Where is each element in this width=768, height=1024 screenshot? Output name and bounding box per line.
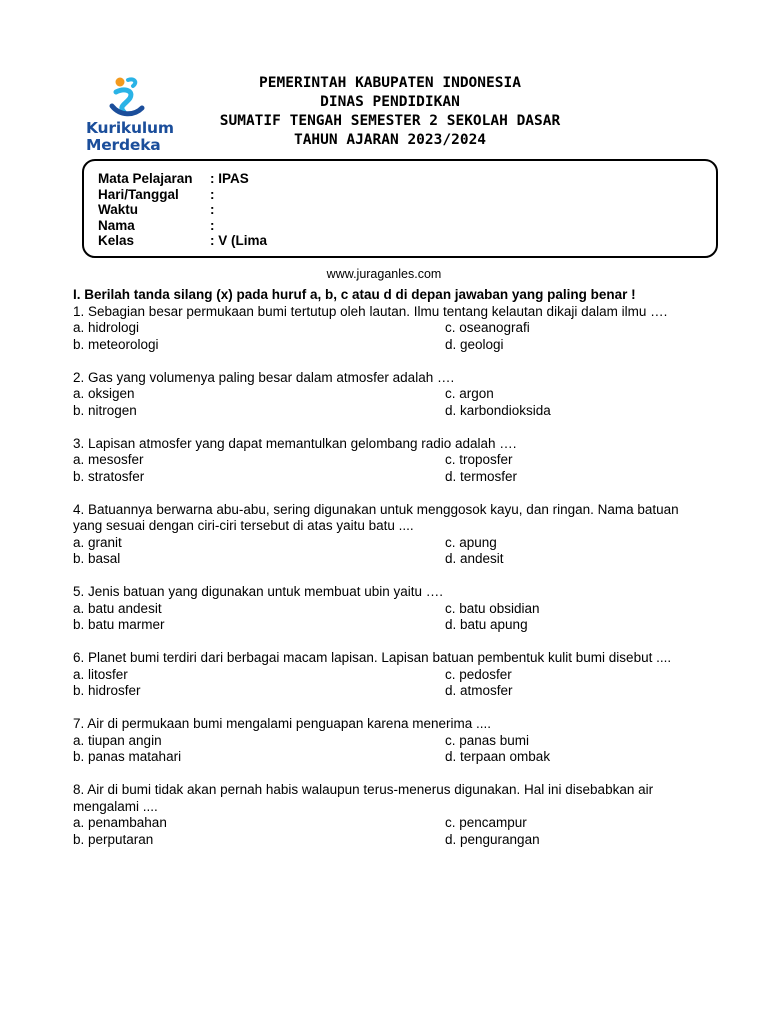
- option-d[interactable]: d. atmosfer: [445, 683, 513, 698]
- option-a[interactable]: a. tiupan angin: [73, 732, 162, 748]
- option-a[interactable]: a. mesosfer: [73, 452, 144, 467]
- header-line-4: TAHUN AJARAN 2023/2024: [293, 132, 487, 148]
- student-info-box: [82, 159, 718, 258]
- option-a[interactable]: a. hidrologi: [73, 320, 140, 335]
- option-b[interactable]: b. perputaran: [73, 831, 154, 847]
- option-c[interactable]: c. troposfer: [445, 452, 513, 467]
- logo-line-2: Merdeka: [86, 136, 161, 154]
- option-b[interactable]: b. nitrogen: [73, 402, 137, 418]
- question-text: 7. Air di permukaan bumi mengalami penguapan karena menerima ....: [73, 716, 491, 731]
- info-label: Nama: [98, 217, 135, 233]
- option-c[interactable]: c. pedosfer: [445, 666, 512, 682]
- info-value: : V (Lima: [210, 233, 268, 248]
- option-d[interactable]: d. pengurangan: [445, 831, 540, 847]
- option-b[interactable]: b. panas matahari: [73, 749, 182, 764]
- header-line-3: SUMATIF TENGAH SEMESTER 2 SEKOLAH DASAR: [219, 113, 561, 129]
- question-text: 3. Lapisan atmosfer yang dapat memantulkan gelombang radio adalah ….: [73, 435, 517, 451]
- option-d[interactable]: d. batu apung: [445, 617, 528, 632]
- answer-options: [73, 815, 693, 848]
- logo-figure-icon: [108, 76, 154, 120]
- info-value: :: [210, 217, 215, 233]
- question-item: [73, 370, 693, 420]
- answer-options: [73, 667, 693, 700]
- header-line-1: PEMERINTAH KABUPATEN INDONESIA: [259, 75, 521, 91]
- option-b[interactable]: b. meteorologi: [73, 336, 159, 352]
- option-d[interactable]: d. geologi: [445, 336, 504, 352]
- option-c[interactable]: c. apung: [445, 534, 497, 550]
- option-c[interactable]: c. batu obsidian: [445, 600, 540, 616]
- logo-line-1: Kurikulum: [86, 119, 174, 137]
- question-item: [73, 650, 693, 700]
- question-item: [73, 502, 693, 568]
- option-a[interactable]: a. granit: [73, 534, 122, 550]
- kurikulum-merdeka-logo: [86, 76, 176, 156]
- answer-options: [73, 733, 693, 766]
- option-c[interactable]: c. panas bumi: [445, 732, 530, 748]
- answer-options: [73, 601, 693, 634]
- option-a[interactable]: a. litosfer: [73, 666, 128, 682]
- info-label: Mata Pelajaran: [98, 171, 193, 186]
- question-text: 4. Batuannya berwarna abu-abu, sering digunakan untuk menggosok kayu, dan ringan. Nama batuan yang sesuai dengan ciri-ciri tersebut di atas yaitu batu ....: [73, 501, 679, 533]
- answer-options: [73, 386, 693, 419]
- info-label: Hari/Tanggal: [98, 186, 179, 202]
- header-line-2: DINAS PENDIDIKAN: [320, 94, 460, 110]
- info-value: :: [210, 202, 215, 217]
- option-c[interactable]: c. pencampur: [445, 815, 527, 830]
- info-value: :: [210, 186, 215, 202]
- option-d[interactable]: d. termosfer: [445, 468, 518, 484]
- question-text: 8. Air di bumi tidak akan pernah habis walaupun terus-menerus digunakan. Hal ini disebabkan air mengalami ....: [73, 782, 654, 814]
- option-a[interactable]: a. penambahan: [73, 815, 167, 830]
- question-text: 2. Gas yang volumenya paling besar dalam atmosfer adalah ….: [73, 369, 455, 385]
- info-label: Waktu: [98, 202, 138, 217]
- option-b[interactable]: b. batu marmer: [73, 617, 165, 632]
- question-text: 5. Jenis batuan yang digunakan untuk membuat ubin yaitu ….: [73, 584, 443, 599]
- question-item: [73, 782, 693, 848]
- logo-text: [86, 120, 174, 154]
- question-item: [73, 436, 693, 486]
- question-item: [73, 304, 693, 354]
- question-text: 6. Planet bumi terdiri dari berbagai macam lapisan. Lapisan batuan pembentuk kulit bumi disebut ....: [73, 650, 672, 665]
- info-value: : IPAS: [210, 171, 249, 186]
- option-b[interactable]: b. stratosfer: [73, 468, 145, 484]
- question-item: [73, 716, 693, 766]
- option-a[interactable]: a. batu andesit: [73, 600, 162, 616]
- question-item: [73, 584, 693, 634]
- option-d[interactable]: d. terpaan ombak: [445, 749, 551, 764]
- instruction-text: I. Berilah tanda silang (x) pada huruf a, b, c atau d di depan jawaban yang paling benar !: [73, 287, 636, 302]
- option-c[interactable]: c. oseanografi: [445, 320, 530, 335]
- option-d[interactable]: d. andesit: [445, 551, 504, 566]
- option-a[interactable]: a. oksigen: [73, 386, 135, 401]
- info-label: Kelas: [98, 233, 135, 248]
- option-b[interactable]: b. basal: [73, 551, 121, 566]
- document-header: [170, 74, 610, 150]
- option-b[interactable]: b. hidrosfer: [73, 683, 141, 698]
- answer-options: [73, 535, 693, 568]
- answer-options: [73, 452, 693, 485]
- website-url: www.juraganles.com: [326, 267, 442, 281]
- question-text: 1. Sebagian besar permukaan bumi tertutup oleh lautan. Ilmu tentang kelautan dikaji dalam ilmu ….: [73, 303, 668, 319]
- option-d[interactable]: d. karbondioksida: [445, 402, 551, 418]
- answer-options: [73, 320, 693, 353]
- question-section: [73, 287, 693, 865]
- option-c[interactable]: c. argon: [445, 386, 494, 401]
